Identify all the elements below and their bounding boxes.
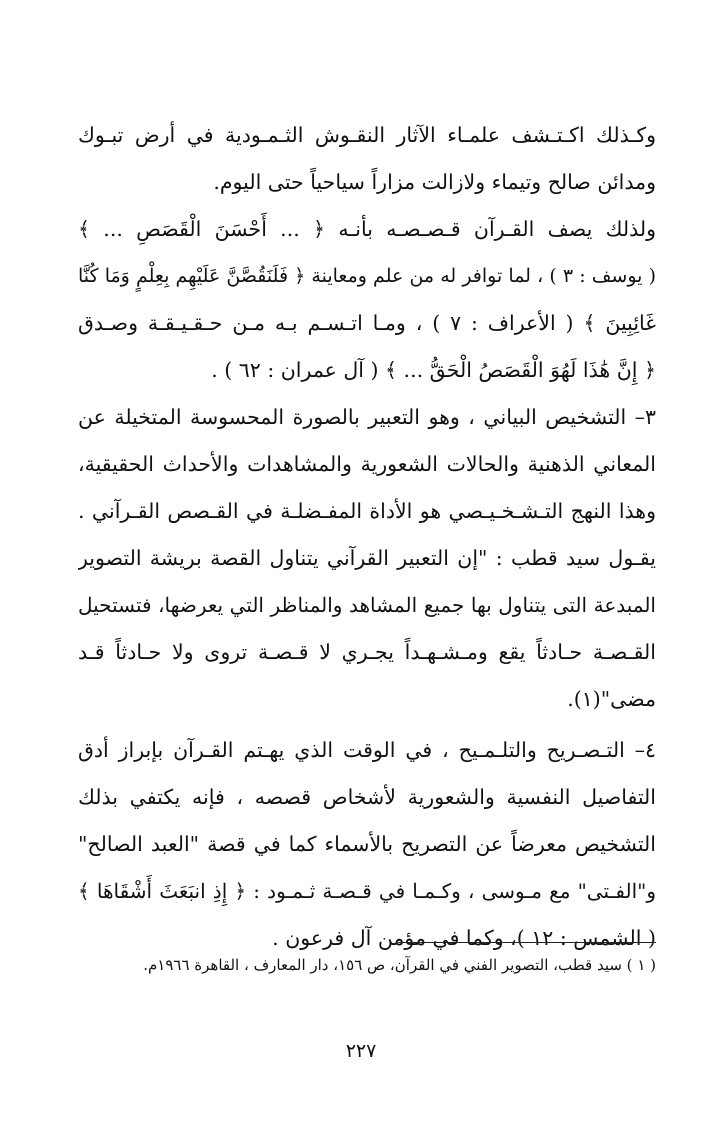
text-line: غَائِبِينَ ﴾ ( الأعراف : ٧ ) ، ومـا اتـسـم بـه مـن حـقـيـقـة وصـدق xyxy=(78,311,656,335)
text-line: وهذا النهج التـشـخـيـصي هو الأداة المفـضلـة في القـصص القـرآني . xyxy=(78,499,656,523)
text-line: التشخيص معرضاً عن التصريح بالأسماء كما في قصة "العبد الصالح" xyxy=(78,832,656,856)
text-line: ( الشمس : ١٢ )، وكما في مؤمن آل فرعون . xyxy=(272,926,656,950)
text-line: و"الفـتى" مع مـوسى ، وكـمـا في قـصـة ثـمـود : ﴿ إِذِ انبَعَثَ أَشْقَاهَا ﴾ xyxy=(78,879,656,903)
text-line: المعاني الذهنية والحالات الشعورية والمشاهدات والأحداث الحقيقية، xyxy=(78,452,656,476)
text-line: ﴿ إِنَّ هَٰذَا لَهُوَ الْقَصَصُ الْحَقُّ ... ﴾ ( آل عمران : ٦٢ ) . xyxy=(211,358,656,382)
footnote-divider xyxy=(398,942,656,943)
text-line: ولذلك يصف القـرآن قـصـصـه بأنـه ﴿ ... أَحْسَنَ الْقَصَصِ ... ﴾ xyxy=(78,217,656,241)
text-line: ومدائن صالح وتيماء ولازالت مزاراً سياحياً حتى اليوم. xyxy=(213,170,656,194)
footnote: ( ١ ) سيد قطب، التصوير الفني في القرآن، ص ١٥٦، دار المعارف ، القاهرة ١٩٦٦م. xyxy=(143,956,656,974)
page-number: ٢٢٧ xyxy=(345,1040,377,1062)
text-line: ٣– التشخيص البياني ، وهو التعبير بالصورة المحسوسة المتخيلة عن xyxy=(78,405,656,429)
text-line: التفاصيل النفسية والشعورية لأشخاص قصصه ، فإنه يكتفي بذلك xyxy=(78,785,656,809)
text-line: ( يوسف : ٣ ) ، لما توافر له من علم ومعاينة ﴿ فَلَنَقُصَّنَّ عَلَيْهِم بِعِلْمٍ وَمَا كُنَّا xyxy=(78,265,656,287)
text-line: يقـول سيد قطب : "إن التعبير القرآني يتناول القصة بريشة التصوير xyxy=(78,546,656,570)
text-line: مضى"(١). xyxy=(567,687,656,711)
body-text xyxy=(78,112,656,962)
text-line: ٤– التـصـريح والتلـمـيح ، في الوقت الذي يهـتم القـرآن بإبراز أدق xyxy=(78,738,656,762)
text-line: وكـذلك اكـتـشف علمـاء الآثار النقـوش الثـمـودية في أرض تبـوك xyxy=(78,123,656,147)
text-line: القـصـة حـادثاً يقع ومـشـهـداً يجـري لا قـصـة تروى ولا حـادثاً قـد xyxy=(78,640,656,664)
text-line: المبدعة التى يتناول بها جميع المشاهد والمناظر التي يعرضها، فتستحيل xyxy=(78,593,656,617)
